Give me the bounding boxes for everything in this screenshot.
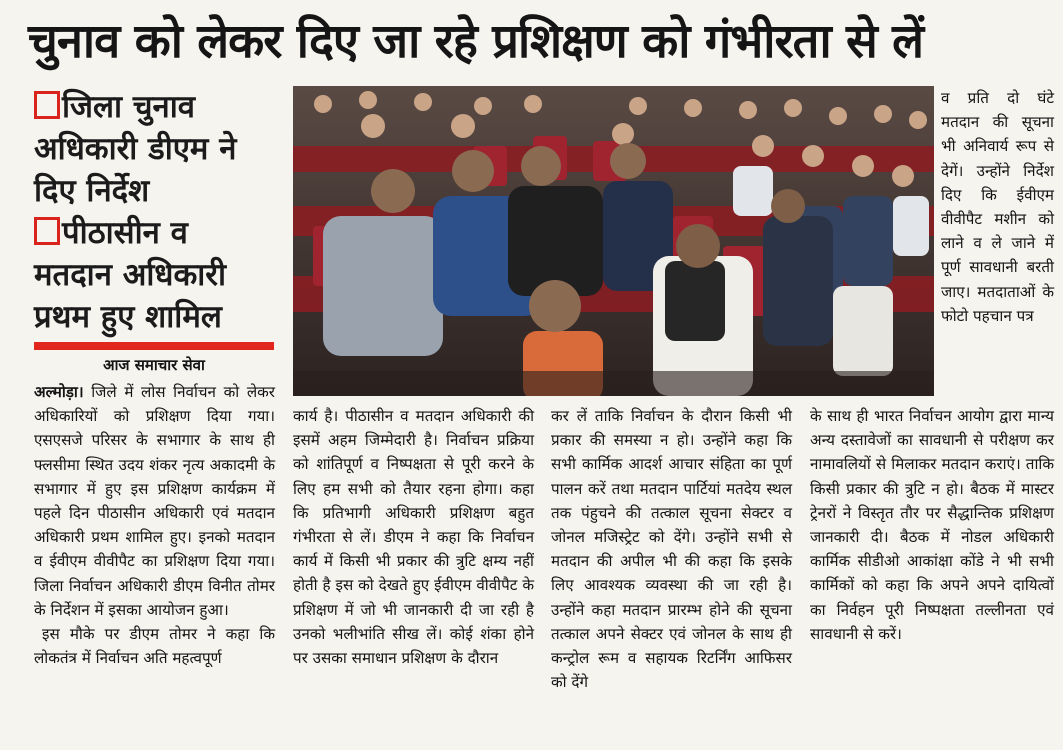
column-2 (293, 404, 534, 670)
column-2-text: कार्य है। पीठासीन व मतदान अधिकारी की इसमें अहम जिम्मेदारी है। निर्वाचन प्रक्रिया को शांतिपूर्ण व निष्पक्षता से पूरी करने के लिए हम सभी को तैयार रहना होगा। कहा कि प्रतिभागी अधिकारी प्रशिक्षण बहुत गंभीरता से लें। डीएम ने कहा कि निर्वाचन कार्य में किसी भी प्रकार की त्रुटि क्षम्य नहीं होती है इस को देखते हुए ईवीएम वीवीपैट के प्रशिक्षण में जो भी जानकारी दी जा रही है उनको भलीभांति सीख लें। कोई शंका होने पर उसका समाधान प्रशिक्षण के दौरान (293, 407, 534, 668)
bullet-box-icon (34, 217, 60, 245)
column-3-text: कर लें ताकि निर्वाचन के दौरान किसी भी प्रकार की समस्या न हो। उन्होंने कहा कि सभी कार्मिक आदर्श आचार संहिता का पूर्ण पालन करें तथा मतदान पार्टियां मतदेय स्थल तक पंहुचने की तत्काल सूचना सेक्टर व जोनल मजिस्ट्रेट को देंगे। उन्होंने सभी से मतदान की अपील भी की कहा कि इसके लिए आवश्यक व्यवस्था की जा रही है। उन्होंने कहा मतदान प्रारम्भ होने की सूचना तत्काल अपने सेक्टर एवं जोनल के साथ ही कन्ट्रोल रूम व सहायक रिटर्निंग आफिसर को देंगे (551, 407, 792, 692)
subhead-2-line-2: मतदान अधिकारी (34, 257, 227, 293)
bullet-box-icon (34, 91, 60, 119)
column-1-paragraph-2: इस मौके पर डीएम तोमर ने कहा कि लोकतंत्र में निर्वाचन अति महत्वपूर्ण (34, 625, 275, 668)
column-4-bottom (810, 404, 1054, 646)
subhead-1-line-3: दिए निर्देश (34, 173, 150, 209)
news-photo-training-audience (293, 86, 934, 396)
headline: चुनाव को लेकर दिए जा रहे प्रशिक्षण को गंभीरता से लें (28, 14, 923, 69)
byline: आज समाचार सेवा (103, 356, 205, 374)
column-4-top-text: व प्रति दो घंटे मतदान की सूचना भी अनिवार्य रूप से देगें। उन्होंने निर्देश दिए कि ईवीएम वीवीपैट मशीन को लाने व ले जाने में पूर्ण सावधानी बरती जाए। मतदाताओं के फोटो पहचान पत्र (941, 89, 1054, 325)
subhead-1-line-2: अधिकारी डीएम ने (34, 131, 237, 167)
column-4-bottom-text: के साथ ही भारत निर्वाचन आयोग द्वारा मान्य अन्य दस्तावेजों का सावधानी से परीक्षण कर नामावलियों से मिलाकर मतदान कराएं। ताकि किसी प्रकार की त्रुटि न हो। बैठक में मास्टर ट्रेनरों ने विस्तृत तौर पर सैद्धान्तिक प्रशिक्षण जानकारी दी। बैठक में नोडल अधिकारी कार्मिक सीडीओ आकांक्षा कोंडे ने भी सभी कार्मिकों को कहा कि अपने अपने दायित्वों का निर्वहन पूरी निष्पक्षता तल्लीनता एवं सावधानी से करें। (810, 407, 1054, 643)
subheads (34, 86, 274, 338)
red-divider (34, 342, 274, 350)
column-1-paragraph-1: अल्मोड़ा। जिले में लोस निर्वाचन को लेकर अधिकारियों को प्रशिक्षण दिया गया। एसएसजे परिसर के सभागार के साथ ही फ्लसीमा स्थित उदय शंकर नृत्य अकादमी के सभागार में हुए इस प्रशिक्षण कार्यक्रम में पहले दिन पीठासीन अधिकारी एवं मतदान अधिकारी प्रथम शामिल हुए। इनको मतदान व ईवीएम वीवीपैट का प्रशिक्षण दिया गया। जिला निर्वाचन अधिकारी डीएम विनीत तोमर के निर्देशन में इसका आयोजन हुआ। (34, 383, 275, 619)
subhead-2-line-3: प्रथम हुए शामिल (34, 299, 222, 335)
subhead-1-line-1: जिला चुनाव (34, 86, 274, 128)
dateline: अल्मोड़ा। (34, 383, 84, 401)
column-1 (34, 380, 275, 670)
subhead-2-line-1: पीठासीन व (34, 212, 274, 254)
column-3 (551, 404, 792, 694)
column-4-top (941, 86, 1054, 328)
